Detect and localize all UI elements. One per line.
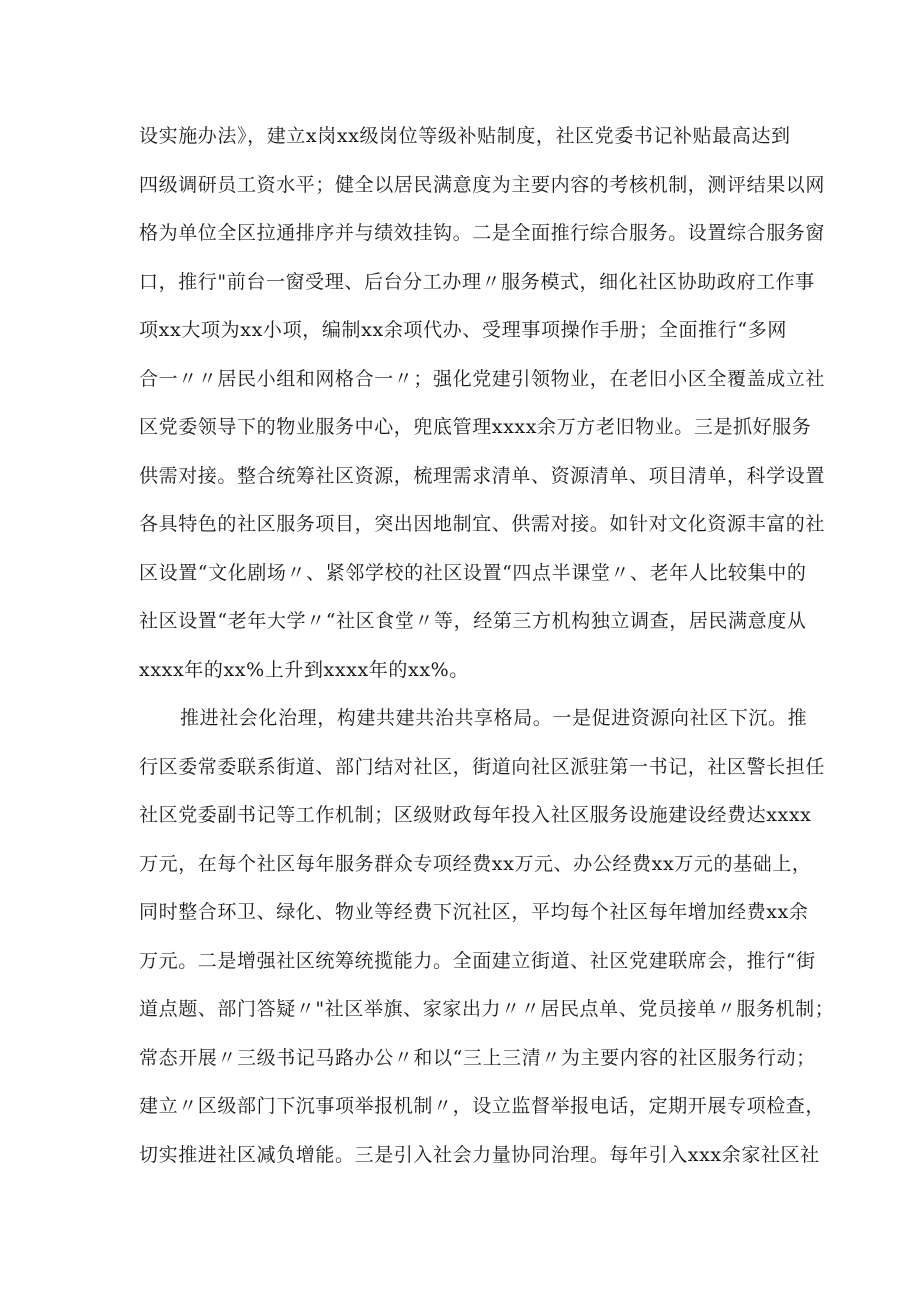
paragraph-1-line-6: 合一〃〃居民小组和网格合一〃；强化党建引领物业，在老旧小区全覆盖成立社: [139, 367, 826, 390]
paragraph-2-line-9: 建立〃区级部门下沉事项举报机制〃，设立监督举报电话，定期开展专项检查，: [139, 1095, 826, 1117]
paragraph-1-line-4: 口，推行"前台一窗受理、后台分工办理〃服务模式，细化社区协助政府工作事: [139, 270, 815, 293]
paragraph-2-line-2: 行区委常委联系街道、部门结对社区，街道向社区派驻第一书记，社区警长担任: [139, 755, 826, 778]
paragraph-2-line-3: 社区党委副书记等工作机制；区级财政每年投入社区服务设施建设经费达xxxx: [139, 804, 812, 826]
paragraph-2-line-1: 推进社会化治理，构建共建共治共享格局。一是促进资源向社区下沉。推: [180, 707, 808, 729]
paragraph-1-line-10: 区设置“文化剧场〃、紧邻学校的社区设置“四点半课堂〃、老年人比较集中的: [139, 561, 807, 584]
paragraph-1-line-11: 社区设置“老年大学〃“社区食堂〃等，经第三方机构独立调查，居民满意度从: [139, 610, 807, 632]
paragraph-1-line-8: 供需对接。整合统筹社区资源，梳理需求清单、资源清单、项目清单，科学设置: [139, 464, 826, 487]
paragraph-2-line-4: 万元，在每个社区每年服务群众专项经费xx万元、办公经费xx万元的基础上，: [139, 852, 812, 875]
paragraph-1-line-5: 项xx大项为xx小项，编制xx余项代办、受理事项操作手册；全面推行“多网: [139, 319, 787, 341]
document-body: [139, 112, 835, 1179]
paragraph-2-line-6: 万元。二是增强社区统筹统揽能力。全面建立街道、社区党建联席会，推行“街: [139, 949, 816, 972]
paragraph-2-line-5: 同时整合环卫、绿化、物业等经费下沉社区，平均每个社区每年增加经费xx余: [139, 901, 809, 923]
paragraph-2-line-8: 常态开展〃三级书记马路办公〃和以“三上三清〃为主要内容的社区服务行动；: [139, 1046, 816, 1069]
paragraph-1-line-3: 格为单位全区拉通排序并与绩效挂钩。二是全面推行综合服务。设置综合服务窗: [139, 222, 826, 244]
paragraph-1-line-2: 四级调研员工资水平；健全以居民满意度为主要内容的考核机制，测评结果以网: [139, 173, 826, 196]
paragraph-1-line-12: xxxx年的xx%上升到xxxx年的xx%。: [139, 658, 469, 681]
paragraph-1-line-7: 区党委领导下的物业服务中心，兜底管理xxxx余万方老旧物业。三是抓好服务: [139, 416, 812, 438]
paragraph-2-line-7: 道点题、部门答疑〃"社区举旗、家家出力〃〃居民点单、党员接单〃服务机制；: [139, 998, 835, 1020]
paragraph-2-line-10: 切实推进社区减负增能。三是引入社会力量协同治理。每年引入xxx余家社区社: [139, 1143, 820, 1166]
paragraph-1-line-1: 设实施办法》，建立x岗xx级岗位等级补贴制度，社区党委书记补贴最高达到: [139, 125, 791, 147]
paragraph-1-line-9: 各具特色的社区服务项目，突出因地制宜、供需对接。如针对文化资源丰富的社: [139, 513, 826, 535]
